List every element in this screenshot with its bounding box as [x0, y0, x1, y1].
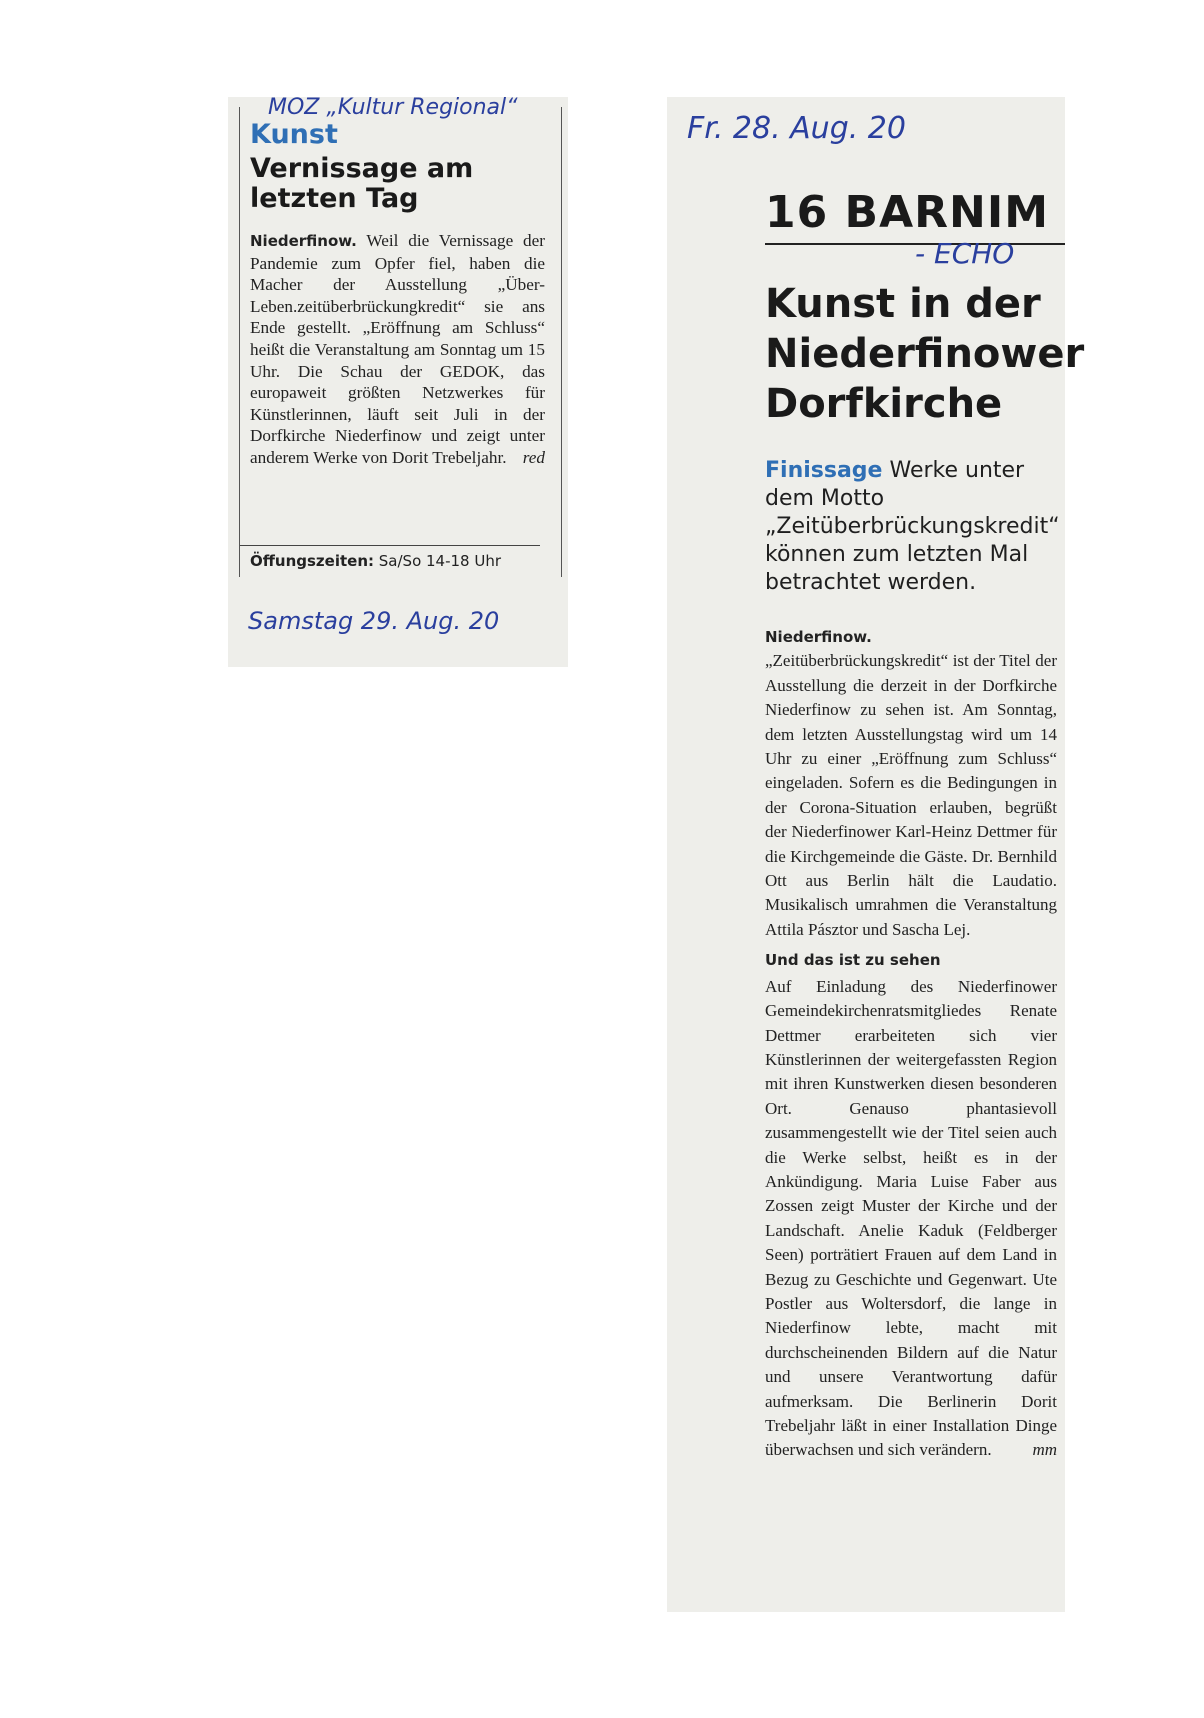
opening-hours-value: Sa/So 14-18 Uhr	[378, 552, 502, 570]
opening-hours-label: Öffungszeiten:	[250, 552, 374, 570]
handwritten-source-note: MOZ „Kultur Regional“	[268, 95, 518, 120]
column-rule	[561, 107, 562, 577]
column-rule	[239, 107, 240, 577]
opening-hours	[250, 552, 501, 570]
left-clipping	[228, 97, 568, 667]
body-text: „Zeitüberbrückungskredit“ ist der Titel der Ausstellung die derzeit in der Dorfkirche Niederfinow zu sehen ist. Am Sonntag, dem letzten Ausstellungstag wird um 14 Uhr zu einer „Eröffnung zum Schluss“ eingeladen. Sofern es die Bedingungen in der Corona-Situation erlauben, begrüßt der Niederfinower Karl-Heinz Dettmer für die Kirchgemeinde die Gäste. Dr. Bernhild Ott aus Berlin hält die Laudatio. Musikalisch umrahmen die Veranstaltung Attila Pásztor und Sascha Lej.	[765, 651, 1057, 939]
handwritten-date-note: Fr. 28. Aug. 20	[687, 111, 906, 146]
author-initials: red	[522, 447, 545, 467]
right-clipping	[667, 97, 1085, 1612]
section-header: 16 BARNIM	[765, 187, 1049, 238]
handwritten-date-note: Samstag 29. Aug. 20	[248, 607, 500, 635]
divider	[240, 545, 540, 546]
body-text: Auf Einladung des Niederfinower Gemeindekirchenratsmitgliedes Renate Dettmer erarbeiteten sich vier Künstlerinnen der weitergefassten Region mit ihren Kunstwerken diesen besonderen Ort. Genauso phantasievoll zusammengestellt wie der Titel seien auch die Werke selbst, heißt es in der Ankündigung. Maria Luise Faber aus Zossen zeigt Muster der Kirche und der Landschaft. Anelie Kaduk (Feldberger Seen) porträtiert Frauen auf dem Land in Bezug zu Geschichte und Gegenwart. Ute Postler aus Woltersdorf, die lange in Niederfinow lebte, macht mit durchscheinenden Bildern auf die Natur und unsere Verantwortung dafür aufmerksam. Die Berlinerin Dorit Trebeljahr läßt in einer Installation Dinge überwachsen und sich verändern.	[765, 976, 1057, 1460]
author-initials: mm	[1032, 1440, 1057, 1460]
teaser-text: Werke unter dem Motto „Zeitüberbrückungskredit“ können zum letzten Mal betrachtet werden.	[765, 458, 1060, 595]
article-body	[250, 230, 545, 469]
article-headline: Kunst in der Niederfinower Dorfkirche	[765, 281, 1085, 427]
handwritten-source-note: - ECHO	[915, 237, 1015, 270]
article-kicker: Kunst	[250, 119, 338, 150]
body-text: Weil die Vernissage der Pandemie zum Opfer fiel, haben die Macher der Ausstellung „Über-Leben.zeitüberbrückungkredit“ sie ans Ende gestellt. „Eröffnung am Schluss“ heißt die Veranstaltung am Sonntag um 15 Uhr. Die Schau der GEDOK, das europaweit größten Netzwerkes für Künstlerinnen, läuft seit Juli in der Dorfkirche Niederfinow und zeigt unter anderem Werke von Dorit Trebeljahr.	[250, 231, 545, 467]
article-body	[765, 625, 1057, 1463]
dateline: Niederfinow.	[250, 232, 357, 250]
subheading: Und das ist zu sehen	[765, 951, 941, 970]
article-headline: Vernissage am letzten Tag	[250, 153, 474, 214]
dateline: Niederfinow.	[765, 628, 872, 646]
teaser-kicker: Finissage	[765, 458, 883, 483]
article-teaser	[765, 457, 1065, 597]
